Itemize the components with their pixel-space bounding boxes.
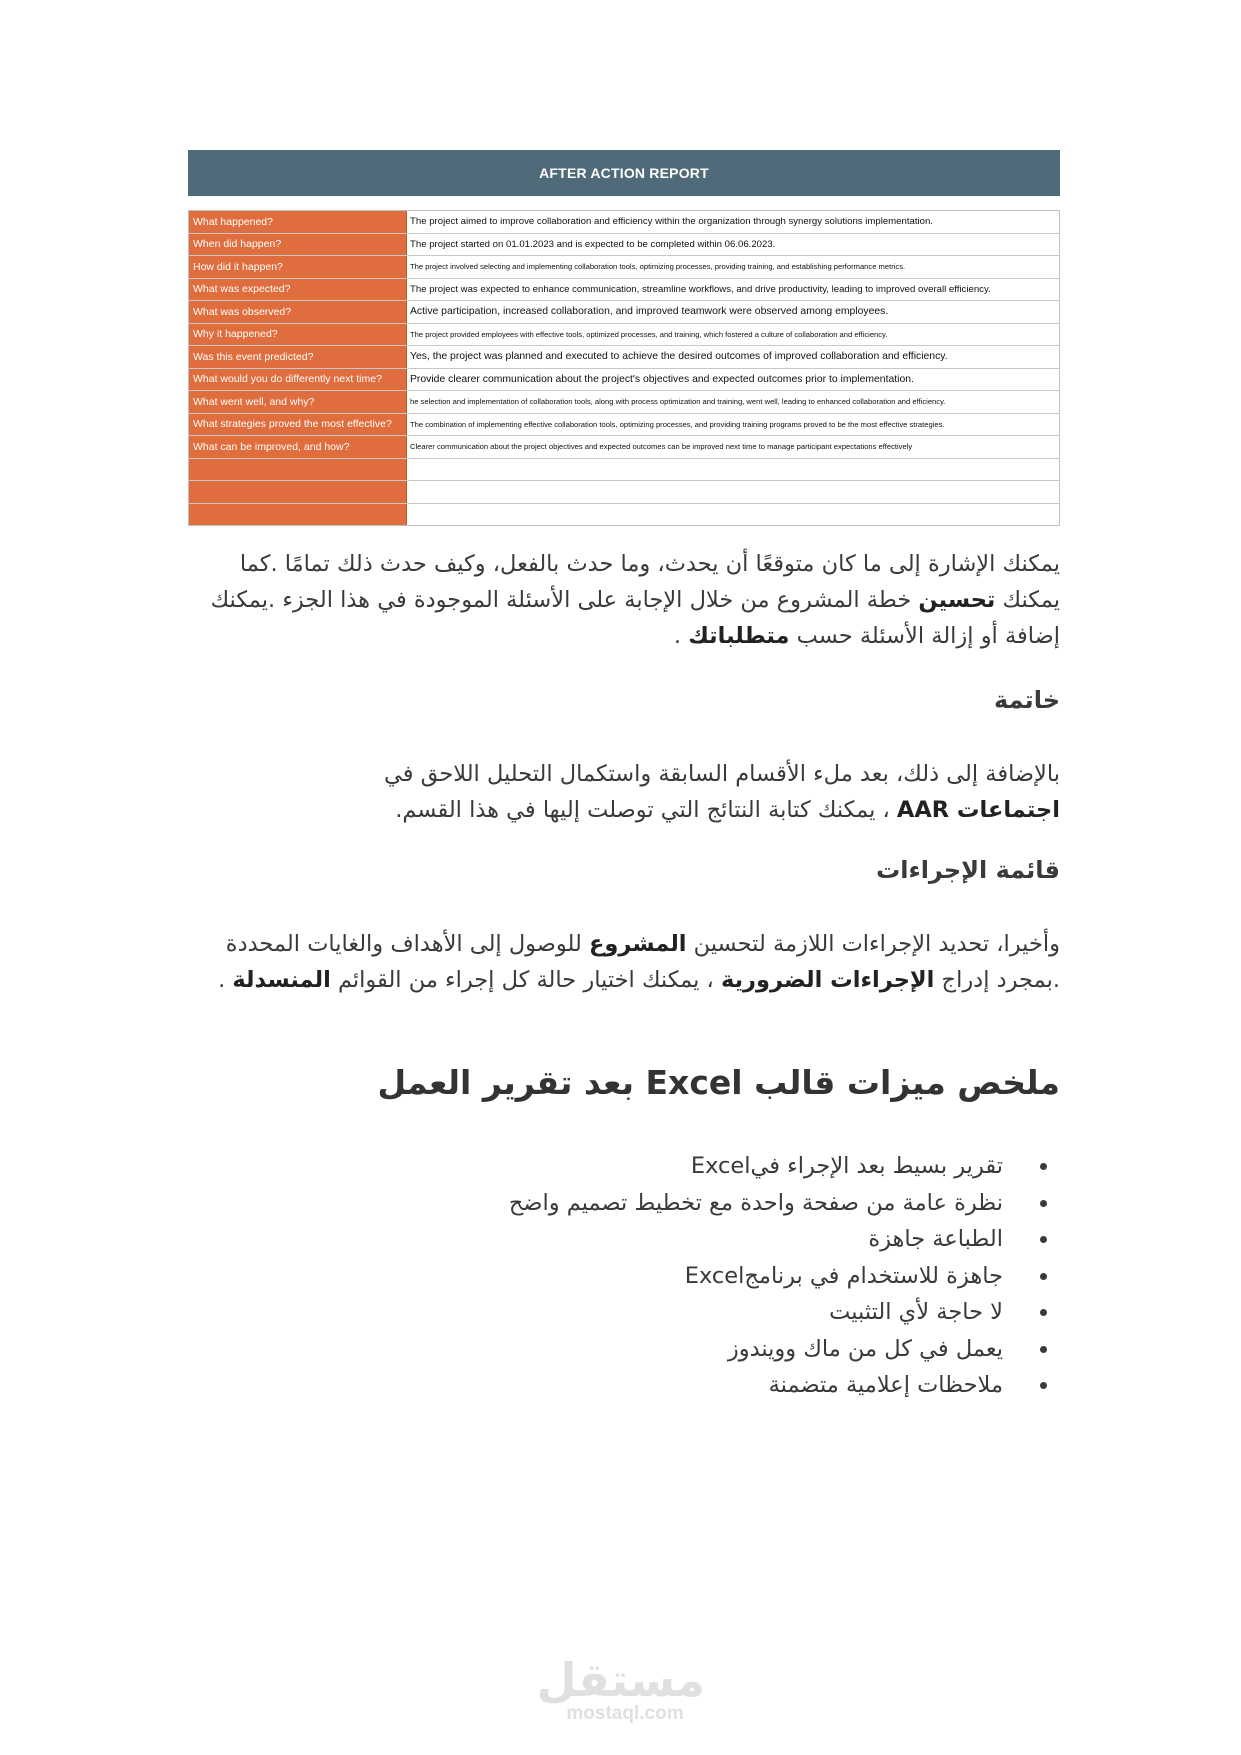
answer-cell: The project aimed to improve collaboration and efficiency within the organization through synergy solutions implementation. (410, 216, 933, 228)
answer-cell: The project was expected to enhance communication, streamline workflows, and drive productivity, leading to improved overall efficiency. (410, 283, 991, 295)
question-cell: What happened? (189, 211, 407, 233)
aar-table-image (188, 150, 1060, 526)
answer-cell: Active participation, increased collaboration, and improved teamwork were observed among employees. (410, 306, 889, 318)
question-cell: What was observed? (189, 301, 407, 323)
question-cell (189, 504, 407, 526)
bullet-icon (1040, 1346, 1047, 1353)
table-row (189, 256, 1059, 279)
watermark-latin: mostaql.com (566, 1703, 684, 1724)
answer-cell: The project started on 01.01.2023 and is expected to be completed within 06.06.2023. (410, 238, 776, 250)
answer-cell: The project provided employees with effective tools, optimized processes, and training, which fostered a culture of collaboration and efficiency. (410, 329, 888, 339)
bullet-icon (1040, 1382, 1047, 1389)
conclusion-text-2: ، يمكنك كتابة النتائج التي توصلت إليها في هذا القسم. (395, 797, 897, 823)
table-row (189, 301, 1059, 324)
list-item (509, 1367, 1047, 1404)
list-item (509, 1294, 1047, 1331)
mostaql-watermark (536, 1653, 705, 1725)
question-cell: What strategies proved the most effective? (189, 414, 407, 436)
table-row (189, 459, 1059, 482)
question-cell: What can be improved, and how? (189, 436, 407, 458)
answer-cell: Yes, the project was planned and executed to achieve the desired outcomes of improved collaboration and efficiency. (410, 351, 948, 363)
intro-bold-2: متطلباتك (688, 623, 790, 649)
question-cell: Why it happened? (189, 324, 407, 346)
list-item-text: الطباعة جاهزة (868, 1226, 1003, 1252)
table-row (189, 414, 1059, 437)
actions-paragraph (180, 926, 1060, 998)
list-item-text: يعمل في كل من ماك وويندوز (727, 1335, 1003, 1362)
answer-cell (407, 504, 1059, 526)
list-item-text: تقرير بسيط بعد الإجراء فيExcel (690, 1153, 1003, 1179)
question-cell: What would you do differently next time? (189, 369, 407, 391)
list-item-text: نظرة عامة من صفحة واحدة مع تخطيط تصميم واضح (508, 1189, 1003, 1216)
table-row (189, 279, 1059, 302)
question-cell: How did it happen? (189, 256, 407, 278)
actions-bold-2: الإجراءات الضرورية (720, 967, 935, 993)
intro-text-2: خطة المشروع من خلال الإجابة على الأسئلة الموجودة في هذا الجزء .يمكنك إضافة أو إزالة الأسئلة حسب (210, 587, 1060, 649)
question-cell (189, 459, 407, 481)
actions-bold-1: المشروع (588, 931, 687, 957)
actions-text-2: للوصول إلى الأهداف والغايات المحددة .بمجرد إدراج (225, 931, 1060, 993)
question-cell: What went well, and why? (189, 391, 407, 413)
conclusion-paragraph (280, 756, 1060, 828)
bullet-icon (1040, 1273, 1047, 1280)
conclusion-bold-1: اجتماعات AAR (896, 797, 1060, 823)
answer-cell: The combination of implementing effective collaboration tools, optimizing processes, and providing training programs proved to be the most effective strategies. (410, 419, 945, 429)
table-row (189, 369, 1059, 392)
actions-text-1: وأخيرا، تحديد الإجراءات اللازمة لتحسين (686, 931, 1060, 957)
list-item (509, 1221, 1047, 1258)
aar-title: AFTER ACTION REPORT (188, 150, 1060, 196)
bullet-icon (1040, 1309, 1047, 1316)
table-row (189, 481, 1059, 504)
features-list (509, 1148, 1047, 1404)
answer-cell: Provide clearer communication about the project's objectives and expected outcomes prior to implementation. (410, 373, 914, 385)
table-row (189, 504, 1059, 526)
table-row (189, 234, 1059, 257)
question-cell: When did happen? (189, 234, 407, 256)
answer-cell: Clearer communication about the project objectives and expected outcomes can be improved next time to manage participant expectations effectively (410, 442, 913, 452)
intro-text-3: . (673, 623, 689, 649)
list-item (509, 1331, 1047, 1368)
table-row (189, 211, 1059, 234)
answer-cell: he selection and implementation of collaboration tools, along with process optimization and training, went well, leading to enhanced collaboration and efficiency. (410, 397, 946, 407)
bullet-icon (1040, 1200, 1047, 1207)
list-item-text: جاهزة للاستخدام في برنامجExcel (684, 1262, 1003, 1289)
actions-text-3: ، يمكنك اختيار حالة كل إجراء من القوائم (330, 967, 721, 993)
bullet-icon (1040, 1163, 1047, 1170)
question-cell: What was expected? (189, 279, 407, 301)
features-heading: ملخص ميزات قالب Excel بعد تقرير العمل (377, 1063, 1060, 1102)
table-row (189, 346, 1059, 369)
answer-cell: The project involved selecting and implementing collaboration tools, optimizing processes, providing training, and establishing performance metrics. (410, 262, 906, 272)
aar-grid (188, 210, 1060, 526)
conclusion-text-1: بالإضافة إلى ذلك، بعد ملء الأقسام السابقة واستكمال التحليل اللاحق في (383, 761, 1060, 787)
intro-bold-1: تحسين (918, 587, 996, 613)
answer-cell (407, 481, 1059, 503)
actions-heading: قائمة الإجراءات (876, 856, 1060, 884)
actions-text-4: . (218, 967, 233, 993)
table-row (189, 391, 1059, 414)
watermark-arabic: مستقل (536, 1653, 705, 1707)
bullet-icon (1040, 1236, 1047, 1243)
list-item (509, 1185, 1047, 1222)
list-item (509, 1148, 1047, 1185)
actions-bold-3: المنسدلة (232, 967, 331, 993)
question-cell: Was this event predicted? (189, 346, 407, 368)
answer-cell (407, 459, 1059, 481)
question-cell (189, 481, 407, 503)
conclusion-heading: خاتمة (994, 686, 1060, 714)
intro-paragraph (180, 546, 1060, 654)
table-row (189, 436, 1059, 459)
list-item-text: ملاحظات إعلامية متضمنة (768, 1372, 1003, 1398)
list-item-text: لا حاجة لأي التثبيت (829, 1299, 1003, 1325)
list-item (509, 1258, 1047, 1295)
table-row (189, 324, 1059, 347)
intro-text-1: يمكنك الإشارة إلى ما كان متوقعًا أن يحدث، وما حدث بالفعل، وكيف حدث ذلك تمامًا .كما يمكنك (239, 551, 1060, 613)
